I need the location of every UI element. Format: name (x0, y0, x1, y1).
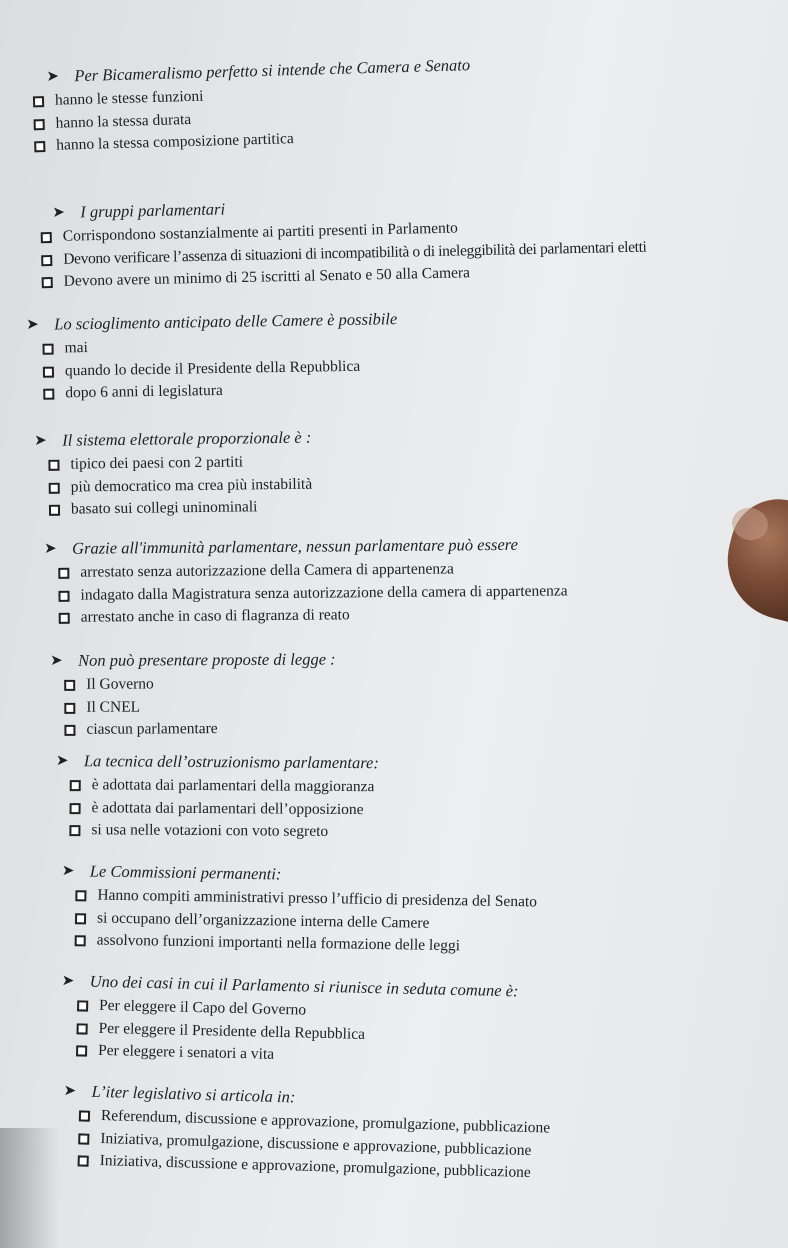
arrow-icon: ➤ (34, 432, 47, 449)
option-text: Devono avere un minimo di 25 iscritti al Senato e 50 alla Camera (63, 264, 471, 290)
option-text: dopo 6 anni di legislatura (65, 381, 223, 402)
checkbox-icon[interactable] (48, 460, 59, 471)
checkbox-icon[interactable] (43, 344, 54, 355)
checkbox-icon[interactable] (58, 568, 69, 579)
checkbox-icon[interactable] (70, 803, 81, 814)
arrow-icon: ➤ (44, 540, 57, 557)
checkbox-icon[interactable] (34, 141, 45, 152)
arrow-icon: ➤ (50, 652, 63, 669)
question-9 (60, 968, 788, 1079)
option-text: quando lo decide il Presidente della Repubblica (64, 357, 361, 379)
checkbox-icon[interactable] (59, 613, 70, 624)
option-text: Devono verificare l’assenza di situazioni di incompatibilità o di ineleggibilità dei parlamentari eletti (63, 238, 647, 268)
arrow-icon: ➤ (46, 68, 60, 85)
checkbox-icon[interactable] (41, 255, 52, 266)
option-text: Iniziativa, discussione e approvazione, promulgazione, pubblicazione (99, 1152, 532, 1182)
option-text: più democratico ma crea più instabilità (70, 475, 313, 496)
option-text: si occupano dell’organizzazione interna delle Camere (96, 909, 430, 932)
checkbox-icon[interactable] (75, 890, 86, 901)
question-5 (44, 529, 788, 629)
checkbox-icon[interactable] (58, 590, 69, 601)
option-text: Per eleggere il Presidente della Repubblica (98, 1019, 366, 1043)
option-text: indagato dalla Magistratura senza autorizzazione della camera di appartenenza (80, 581, 568, 604)
option-text: arrestato senza autorizzazione della Camera di appartenenza (80, 560, 454, 581)
checkbox-icon[interactable] (78, 1133, 89, 1144)
checkbox-icon[interactable] (75, 935, 86, 946)
checkbox-icon[interactable] (64, 702, 75, 713)
checkbox-icon[interactable] (41, 232, 52, 243)
question-text: Il sistema elettorale proporzionale è : (62, 427, 312, 450)
option-text: Corrispondono sostanzialmente ai partiti presenti in Parlamento (62, 219, 459, 245)
checkbox-icon[interactable] (76, 1045, 87, 1056)
arrow-icon: ➤ (61, 862, 75, 880)
checkbox-icon[interactable] (42, 277, 53, 288)
question-text: Non può presentare proposte di legge : (78, 649, 336, 670)
checkbox-icon[interactable] (78, 1155, 89, 1166)
question-4 (34, 419, 788, 522)
option-text: hanno le stesse funzioni (54, 87, 204, 109)
checkbox-icon[interactable] (75, 913, 86, 924)
option-text: si usa nelle votazioni con voto segreto (91, 821, 329, 840)
checkbox-icon[interactable] (43, 389, 54, 400)
option-text: mai (64, 339, 88, 357)
option-text: Per eleggere i senatori a vita (97, 1041, 275, 1063)
option-text: arrestato anche in caso di flagranza di reato (80, 606, 350, 626)
option-text: Iniziativa, promulgazione, discussione e approvazione, pubblicazione (100, 1129, 532, 1159)
arrow-icon: ➤ (52, 204, 66, 221)
checkbox-icon[interactable] (64, 725, 75, 736)
checkbox-icon[interactable] (77, 1023, 88, 1034)
question-text: Uno dei casi in cui il Parlamento si riunisce in seduta comune è: (89, 971, 519, 1001)
checkbox-icon[interactable] (69, 825, 80, 836)
checkbox-icon[interactable] (33, 96, 44, 107)
checkbox-icon[interactable] (64, 680, 75, 691)
question-3 (26, 300, 787, 405)
option-text: Il CNEL (86, 698, 141, 716)
question-text: Le Commissioni permanenti: (89, 861, 282, 884)
option-text: è adottata dai parlamentari dell’opposizione (91, 798, 364, 818)
arrow-icon: ➤ (55, 752, 69, 770)
checkbox-icon[interactable] (77, 1000, 88, 1011)
page-shadow (0, 1128, 60, 1248)
question-text: Grazie all'immunità parlamentare, nessun parlamentare può essere (72, 534, 518, 558)
checkbox-icon[interactable] (43, 366, 54, 377)
option-text: è adottata dai parlamentari della maggioranza (91, 776, 375, 796)
answer-option[interactable] (64, 715, 788, 741)
checkbox-icon[interactable] (70, 780, 81, 791)
option-text: tipico dei paesi con 2 partiti (70, 453, 244, 473)
option-text: hanno la stessa durata (55, 110, 192, 132)
option-text: ciascun parlamentare (86, 720, 218, 738)
checkbox-icon[interactable] (49, 505, 60, 516)
question-2 (52, 184, 788, 293)
question-text: Per Bicameralismo perfetto si intende che Camera e Senato (74, 55, 471, 86)
option-text: Hanno compiti amministrativi presso l’ufficio di presidenza del Senato (97, 886, 538, 911)
question-8 (61, 858, 788, 963)
question-text: L’iter legislativo si articola in: (91, 1081, 296, 1107)
question-title (50, 644, 788, 674)
option-text: Il Governo (86, 675, 154, 693)
option-text: assolvono funzioni importanti nella formazione delle leggi (96, 931, 461, 955)
question-6 (50, 644, 788, 741)
question-7 (55, 748, 788, 847)
arrow-icon: ➤ (63, 1082, 77, 1100)
option-text: basato sui collegi uninominali (70, 498, 258, 518)
arrow-icon: ➤ (61, 972, 75, 990)
checkbox-icon[interactable] (49, 482, 60, 493)
option-text: Referendum, discussione e approvazione, promulgazione, pubblicazione (100, 1107, 551, 1137)
option-text: hanno la stessa composizione partitica (56, 130, 295, 154)
arrow-icon: ➤ (26, 316, 39, 333)
question-text: Lo scioglimento anticipato delle Camere è possibile (54, 309, 398, 334)
question-text: La tecnica dell’ostruzionismo parlamentare: (83, 751, 379, 773)
question-text: I gruppi parlamentari (80, 199, 226, 222)
checkbox-icon[interactable] (79, 1110, 90, 1121)
option-text: Per eleggere il Capo del Governo (98, 996, 307, 1019)
checkbox-icon[interactable] (34, 119, 45, 130)
